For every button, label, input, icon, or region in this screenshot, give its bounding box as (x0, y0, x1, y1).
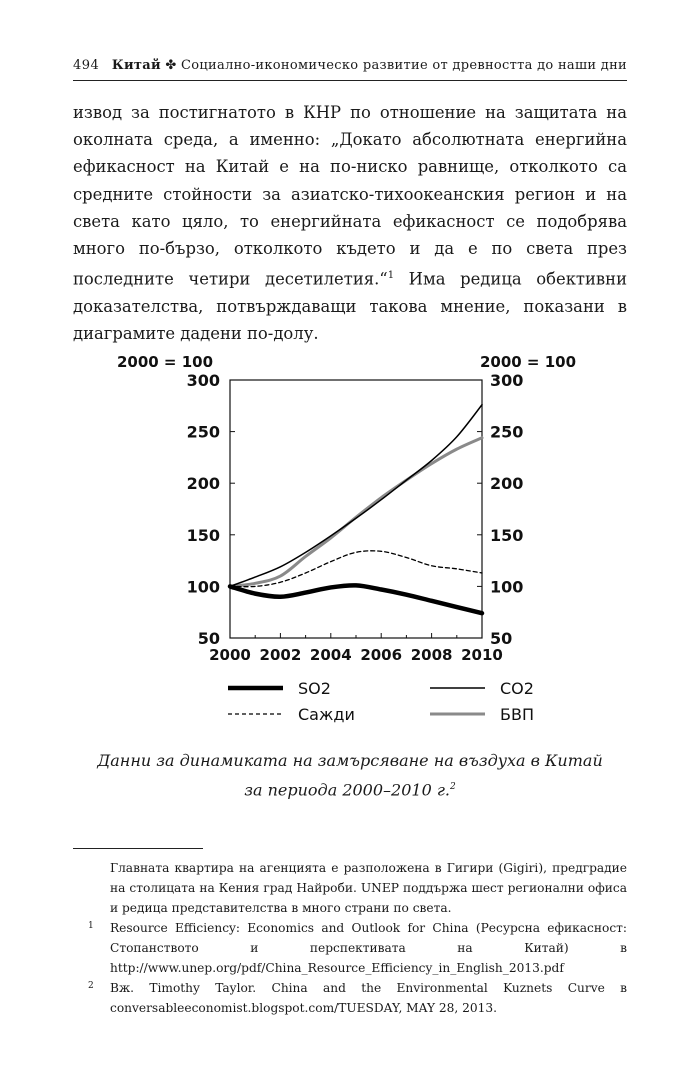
footnote-rule (73, 848, 203, 849)
y-tick-label-left: 150 (186, 525, 220, 545)
paragraph-text-2: Има редица обективни доказателства, потвърждаващи такова мнение, показани в диаграмите дадени по-долу. (73, 269, 628, 344)
y-tick-label-left: 100 (186, 577, 220, 597)
y-tick-label-right: 250 (490, 422, 524, 442)
footnote-ref-2: 2 (450, 782, 456, 792)
x-tick-label: 2008 (410, 646, 453, 664)
y-tick-label-right: 150 (490, 525, 524, 545)
series-line-co2 (230, 405, 482, 587)
paragraph-text-1: извод за постигнатото в КНР по отношение на защитата на околната среда, а именно: „Докато абсолютната енергийна ефикасност на Китай е на по-ниско равнище, отколкото са средните стойности за азиатско-тихоокеанския регион и на света като цяло, то енергийната ефикасност се подобрява много по-бързо, отколкото където и да е по света през последните четири десетилетия.“ (73, 103, 627, 289)
air-pollution-chart (100, 345, 580, 735)
body-paragraph (73, 99, 627, 347)
book-subtitle: Социално-икономическо развитие от древността до наши дни (181, 58, 627, 73)
caption-line-1: Данни за динамиката на замърсяване на въздуха в Китай (97, 751, 603, 770)
footnotes (73, 858, 627, 1018)
figure-caption (80, 747, 620, 803)
footnote-2-text: Вж. Timothy Taylor. China and the Environmental Kuznets Curve в conversableeconomist.blogspot.com/TUESDAY, MAY 28, 2013. (110, 981, 627, 1015)
caption-line-2 (80, 774, 620, 803)
separator-ornament: ✤ (165, 58, 177, 73)
y-tick-label-right: 50 (490, 629, 513, 648)
footnote-continuation: Главната квартира на агенцията е разположена в Гигири (Gigiri), предградие на столицата на Кения град Найроби. UNEP поддържа шест регионални офиса и редица представителства в много страни по света. (110, 861, 627, 915)
series-line-бвп (230, 438, 482, 587)
x-tick-label: 2010 (461, 646, 503, 664)
legend-label: CO2 (500, 679, 534, 698)
legend-label: Сажди (298, 705, 355, 724)
x-tick-label: 2006 (360, 646, 403, 664)
footnote-ref-1: 1 (387, 270, 395, 282)
y-tick-label-left: 300 (186, 371, 220, 390)
book-title: Китай (111, 58, 161, 73)
footnote-1 (73, 918, 627, 978)
x-tick-label: 2002 (259, 646, 302, 664)
right-axis-label: 2000 = 100 (479, 353, 577, 371)
y-tick-label-left: 50 (197, 629, 220, 648)
footnote-2 (73, 978, 627, 1018)
running-header (73, 56, 627, 80)
footnote-2-mark: 2 (88, 981, 94, 991)
left-axis-label: 2000 = 100 (116, 353, 214, 371)
x-tick-label: 2000 (209, 646, 251, 664)
page-number: 494 (73, 58, 100, 73)
legend-label: БВП (500, 705, 534, 724)
footnote-1-mark: 1 (88, 921, 94, 931)
y-tick-label-left: 200 (186, 474, 220, 494)
y-tick-label-left: 250 (186, 422, 220, 442)
legend-label: SO2 (298, 679, 331, 698)
y-tick-label-right: 300 (490, 371, 524, 390)
y-tick-label-right: 200 (490, 474, 524, 494)
caption-line-2-text: за периода 2000–2010 г. (244, 780, 451, 800)
footnote-1-text: Resource Efficiency: Economics and Outlook for China (Ресурсна ефикасност: Стопанството и перспективата на Китай) в http://www.unep.org/pdf/China_Resource_Efficiency_in_English_2013.pdf (110, 921, 627, 975)
running-head-title (112, 58, 627, 73)
plot-frame (230, 380, 482, 638)
series-line-so2 (230, 585, 482, 613)
x-tick-label: 2004 (309, 646, 352, 664)
y-tick-label-right: 100 (490, 577, 524, 597)
header-rule (73, 80, 627, 81)
